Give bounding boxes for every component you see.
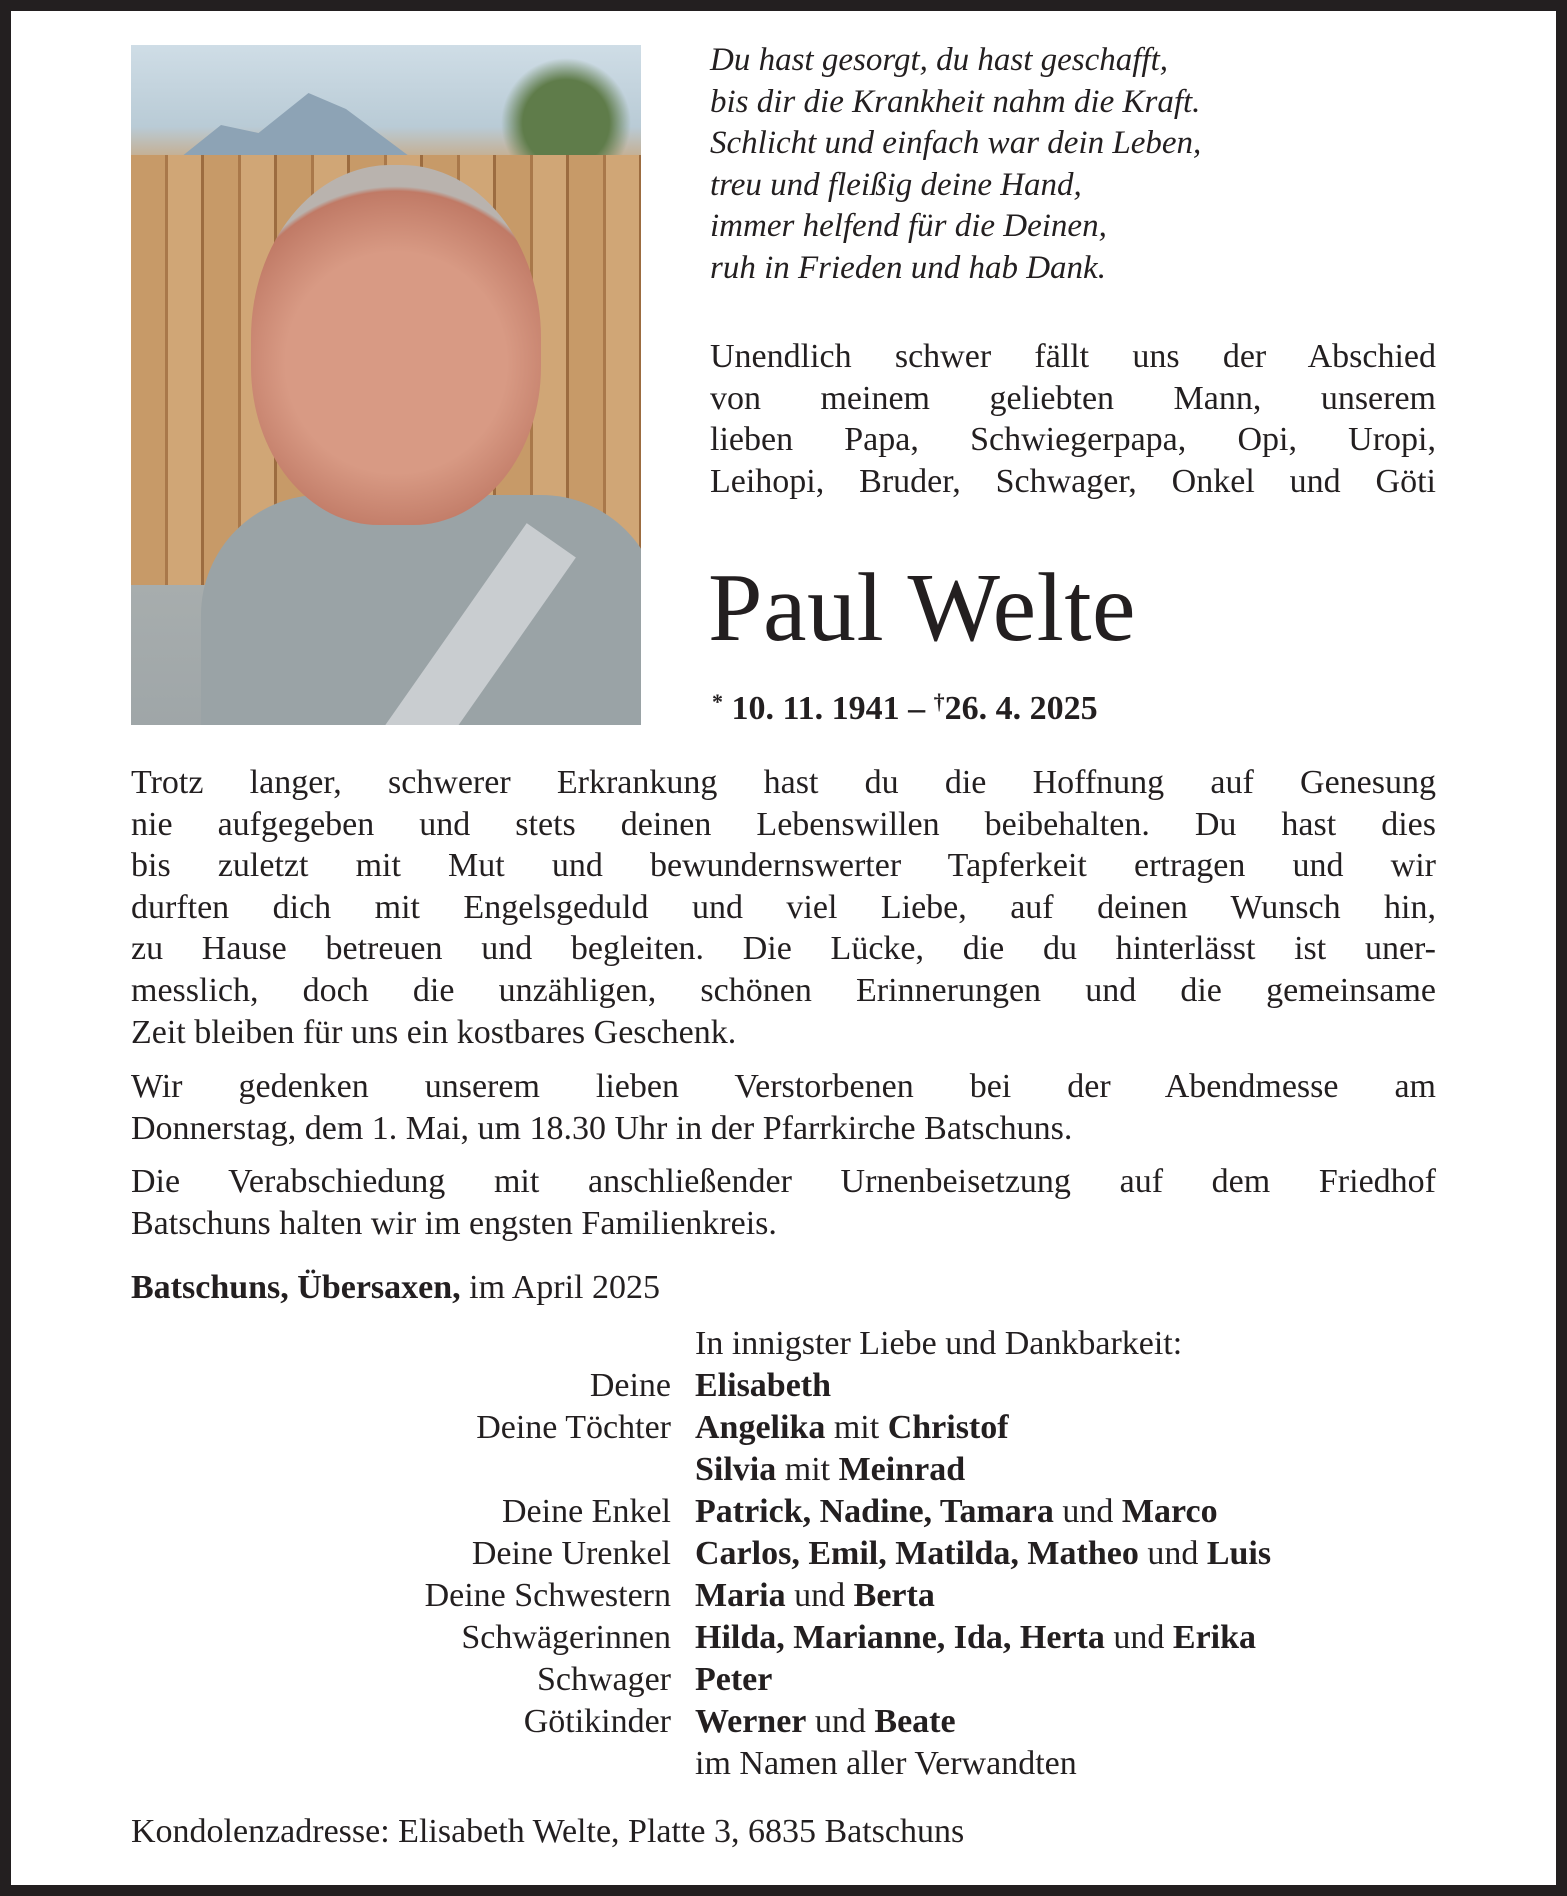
family-names [695,1701,956,1743]
family-closing-row [0,1743,1567,1785]
body-line: Wir gedenken unserem lieben Verstorbenen bei der Abendmesse am [131,1068,1436,1105]
connector-word: und [1138,1535,1207,1572]
birth-date: 10. 11. 1941 [731,690,900,727]
poem-line: ruh in Frieden und hab Dank. [710,249,1106,286]
family-list [0,1323,1567,1785]
body-line: zu Hause betreuen und begleiten. Die Lücke, die du hinterlässt ist uner- [131,930,1436,968]
body-line: nie aufgegeben und stets deinen Lebenswillen beibehalten. Du hast dies [131,805,1436,843]
family-names [695,1365,831,1407]
family-member-name: Angelika [695,1409,826,1446]
family-member-name: Werner [695,1703,807,1740]
family-names [695,1533,1271,1575]
deceased-name: Paul Welte [708,554,1137,662]
place-and-date [131,1267,660,1309]
death-cross-icon: † [933,689,945,714]
birth-star-icon: * [712,689,723,714]
poem-line: bis dir die Krankheit nahm die Kraft. [710,83,1201,120]
family-member-name: Silvia [695,1451,777,1488]
family-names [695,1491,1218,1533]
poem-line: Du hast gesorgt, du hast geschafft, [710,42,1169,78]
date-dash: – [908,690,926,727]
family-member-name: Beate [874,1703,956,1740]
connector-word: und [806,1703,875,1740]
family-relation-label: Deine Enkel [502,1493,671,1530]
body-paragraph-3 [131,1161,1436,1244]
family-heading-row [0,1323,1567,1365]
body-line: Zeit bleiben für uns ein kostbares Geschenk. [131,1013,737,1051]
family-relation-label: Götikinder [523,1703,671,1740]
family-row [0,1407,1567,1449]
portrait-photo [131,45,641,725]
death-date: 26. 4. 2025 [944,690,1098,727]
body-paragraph-1 [131,762,1436,1053]
connector-word: und [785,1577,854,1614]
family-member-name: Carlos, Emil, Matilda, Matheo [695,1535,1139,1572]
intro-line: Unendlich schwer fällt uns der Abschied [710,338,1436,375]
life-dates [712,681,1098,730]
family-member-name: Berta [853,1577,935,1614]
family-relation-label: Schwager [536,1661,671,1698]
condolence-address: Kondolenzadresse: Elisabeth Welte, Platte 3, 6835 Batschuns [131,1813,965,1850]
body-line: Donnerstag, dem 1. Mai, um 18.30 Uhr in der Pfarrkirche Batschuns. [131,1109,1073,1147]
family-relation-label: Deine Urenkel [471,1535,671,1572]
family-relation-label: Deine Töchter [476,1409,671,1446]
family-row [0,1575,1567,1617]
body-line: durften dich mit Engelsgeduld und viel Liebe, auf deinen Wunsch hin, [131,888,1436,926]
body-line: Batschuns halten wir im engsten Familienkreis. [131,1204,777,1242]
family-names [695,1407,1009,1449]
family-names [695,1617,1256,1659]
body-line: Die Verabschiedung mit anschließender Urnenbeisetzung auf dem Friedhof [131,1163,1436,1200]
body-paragraph-2 [131,1066,1436,1149]
photo-mountains [171,85,421,165]
family-member-name: Christof [887,1409,1009,1446]
family-member-name: Hilda, Marianne, Ida, Herta [695,1619,1105,1656]
family-relation-label: Deine [589,1367,671,1404]
place-date: im April 2025 [460,1269,660,1306]
intro-paragraph [710,336,1436,502]
family-relation-label: Schwägerinnen [461,1619,671,1656]
family-member-name: Marco [1121,1493,1218,1530]
memorial-poem [710,40,1201,290]
body-line: bis zuletzt mit Mut und bewundernswerter Tapferkeit ertragen und wir [131,847,1436,885]
family-row [0,1533,1567,1575]
family-names [695,1575,935,1617]
body-line: messlich, doch die unzähligen, schönen Erinnerungen und die gemeinsame [131,971,1436,1009]
family-member-name: Elisabeth [695,1367,832,1404]
intro-line: von meinem geliebten Mann, unserem [710,379,1436,417]
family-closing: im Namen aller Verwandten [695,1745,1077,1782]
family-row [0,1701,1567,1743]
connector-word: mit [825,1409,888,1446]
family-row [0,1491,1567,1533]
poem-line: treu und fleißig deine Hand, [710,166,1082,203]
family-member-name: Luis [1206,1535,1272,1572]
family-heading: In innigster Liebe und Dankbarkeit: [695,1325,1183,1362]
family-member-name: Patrick, Nadine, Tamara [695,1493,1054,1530]
family-member-name: Meinrad [838,1451,966,1488]
family-names [695,1449,965,1491]
connector-word: und [1104,1619,1173,1656]
place-names: Batschuns, Übersaxen, [131,1269,461,1306]
family-member-name: Erika [1172,1619,1257,1656]
family-relation-label: Deine Schwestern [424,1577,671,1614]
poem-line: Schlicht und einfach war dein Leben, [710,125,1202,162]
family-row [0,1449,1567,1491]
poem-line: immer helfend für die Deinen, [710,208,1107,245]
family-row [0,1617,1567,1659]
family-member-name: Peter [695,1661,773,1698]
family-member-name: Maria [695,1577,786,1614]
family-row [0,1365,1567,1407]
body-line: Trotz langer, schwerer Erkrankung hast du die Hoffnung auf Genesung [131,764,1436,801]
intro-line: Leihopi, Bruder, Schwager, Onkel und Göti [710,462,1436,500]
family-names [695,1659,772,1701]
family-row [0,1659,1567,1701]
connector-word: und [1053,1493,1122,1530]
intro-line: lieben Papa, Schwiegerpapa, Opi, Uropi, [710,421,1436,459]
connector-word: mit [776,1451,839,1488]
photo-face [251,165,541,525]
